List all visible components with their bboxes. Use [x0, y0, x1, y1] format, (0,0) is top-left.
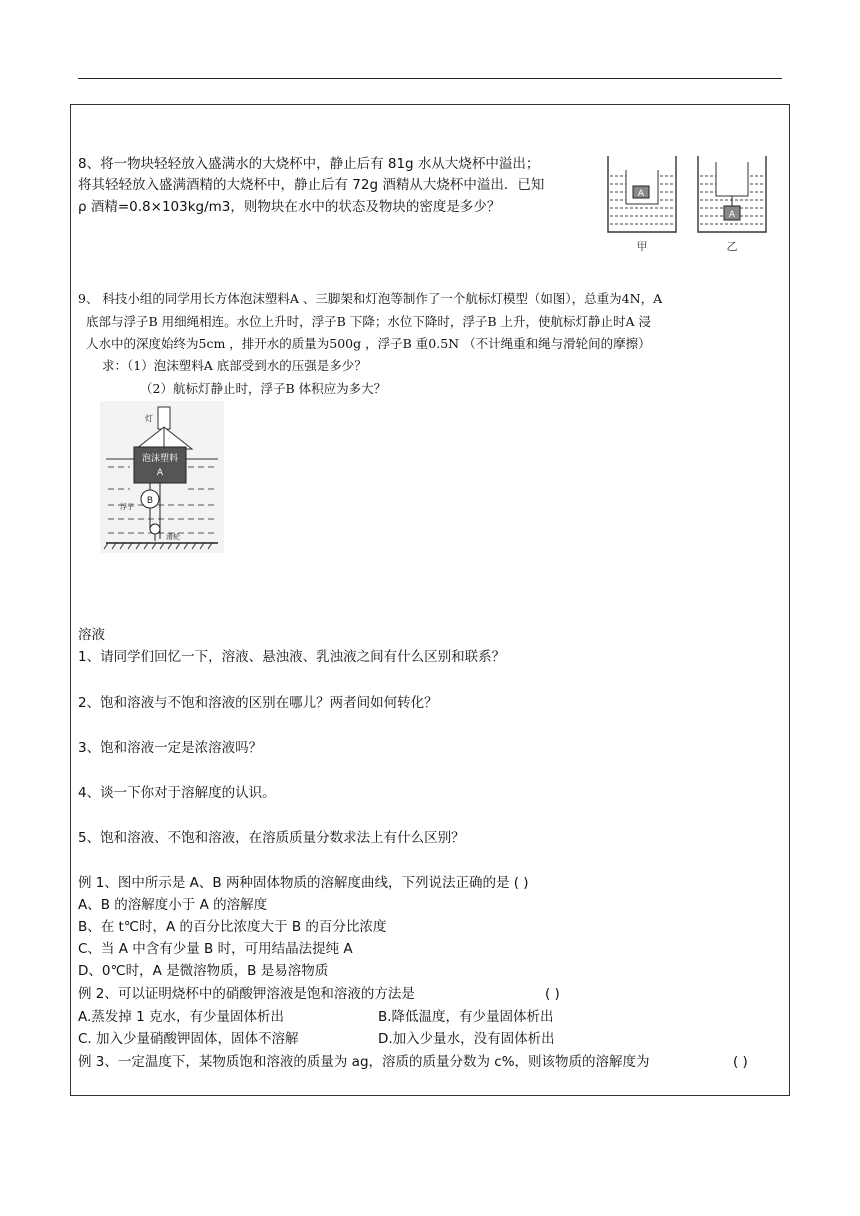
- q9-buoy-figure: [100, 401, 224, 553]
- ex2-stem: 例 2、可以证明烧杯中的硝酸钾溶液是饱和溶液的方法是: [78, 986, 415, 1002]
- solution-q2: 2、饱和溶液与不饱和溶液的区别在哪儿？两者间如何转化？: [78, 695, 438, 711]
- ex1-option-b: B、在 t℃时，A 的百分比浓度大于 B 的百分比浓度: [78, 919, 387, 935]
- foam-label: 泡沫塑料: [141, 454, 179, 464]
- beaker-right: [698, 156, 766, 253]
- ex2-option-c: C. 加入少量硝酸钾固体，固体不溶解: [78, 1031, 299, 1047]
- lamp-label: 灯: [145, 414, 153, 423]
- ex1-option-d: D、0℃时，A 是微溶物质，B 是易溶物质: [78, 963, 329, 979]
- q9-line-5: （2）航标灯静止时，浮子B 体积应为多大？: [140, 381, 387, 396]
- ex2-option-b: B.降低温度，有少量固体析出: [378, 1009, 554, 1025]
- pulley-text: 滑轮: [166, 533, 180, 541]
- q9-line-3: 人水中的深度始终为5cm ，排开水的质量为500g ，浮子B 重0.5N （不计绳重和绳与滑轮间的摩擦）: [86, 336, 651, 351]
- ex3-stem: 例 3、一定温度下，某物质饱和溶液的质量为 ag，溶质的质量分数为 c%，则该物质的溶解度为: [78, 1054, 650, 1070]
- ex2-option-d: D.加入少量水，没有固体析出: [378, 1031, 555, 1047]
- header-rule: [78, 78, 782, 79]
- ex1-option-a: A、B 的溶解度小于 A 的溶解度: [78, 897, 268, 913]
- q9-line-1: 9、 科技小组的同学用长方体泡沫塑料A 、三脚架和灯泡等制作了一个航标灯模型（如图），总重为4N，A: [78, 291, 663, 306]
- solution-q3: 3、饱和溶液一定是浓溶液吗？: [78, 740, 263, 756]
- solution-q5: 5、饱和溶液、不饱和溶液，在溶质质量分数求法上有什么区别？: [78, 830, 465, 846]
- solution-q1: 1、请同学们回忆一下，溶液、悬浊液、乳浊液之间有什么区别和联系？: [78, 649, 506, 665]
- solution-q4: 4、谈一下你对于溶解度的认识。: [78, 785, 276, 801]
- ex1-stem: 例 1、图中所示是 A、B 两种固体物质的溶解度曲线，下列说法正确的是 ( ): [78, 875, 529, 891]
- ex2-answer-paren: ( ): [545, 986, 560, 1002]
- ex1-option-c: C、当 A 中含有少量 B 时，可用结晶法提纯 A: [78, 941, 353, 957]
- q9-line-4: 求：（1）泡沫塑料A 底部受到水的压强是多少？: [102, 358, 367, 373]
- q9-line-2: 底部与浮子B 用细绳相连。水位上升时，浮子B 下降；水位下降时，浮子B 上升，使航标灯静止时A 浸: [86, 314, 651, 329]
- foam-a-label: A: [156, 468, 164, 478]
- q8-beaker-figure: [604, 152, 770, 254]
- beaker-left: [608, 156, 676, 253]
- float-b-label: B: [146, 496, 154, 506]
- ex2-option-a: A.蒸发掉 1 克水，有少量固体析出: [78, 1009, 284, 1025]
- q8-line-1: 8、将一物块轻轻放入盛满水的大烧杯中，静止后有 81g 水从大烧杯中溢出；: [78, 156, 540, 172]
- q8-line-3: ρ 酒精=0.8×103kg/m3，则物块在水中的状态及物块的密度是多少？: [78, 199, 501, 215]
- float-text: 浮子: [120, 503, 134, 511]
- caption-yi: 乙: [726, 240, 738, 253]
- ex3-answer-paren: ( ): [733, 1054, 748, 1070]
- caption-jia: 甲: [636, 240, 648, 253]
- block-a-left: A: [637, 189, 645, 199]
- block-a-right: A: [728, 210, 736, 220]
- section-heading: 溶液: [78, 627, 105, 643]
- q8-line-2: 将其轻轻放入盛满酒精的大烧杯中，静止后有 72g 酒精从大烧杯中溢出．已知: [78, 177, 545, 193]
